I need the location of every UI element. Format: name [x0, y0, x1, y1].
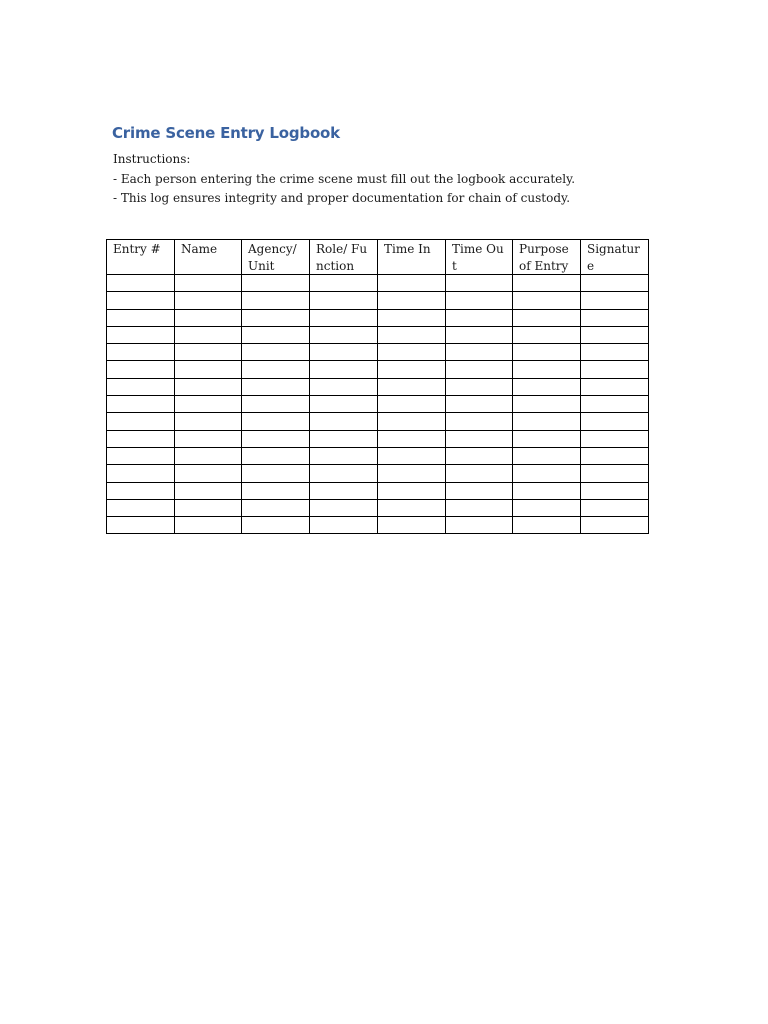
- table-row: [107, 361, 649, 378]
- cell-role-function: [310, 378, 378, 395]
- cell-time-out: [446, 396, 513, 413]
- cell-name: [175, 517, 242, 534]
- cell-agency-unit: [242, 275, 310, 292]
- cell-agency-unit: [242, 482, 310, 499]
- cell-role-function: [310, 413, 378, 430]
- cell-role-function: [310, 447, 378, 464]
- cell-entry-number: [107, 292, 175, 309]
- cell-agency-unit: [242, 344, 310, 361]
- cell-signature: [581, 465, 649, 482]
- table-row: [107, 482, 649, 499]
- cell-purpose: [513, 326, 581, 343]
- cell-purpose: [513, 465, 581, 482]
- cell-time-in: [378, 344, 446, 361]
- cell-agency-unit: [242, 292, 310, 309]
- cell-role-function: [310, 482, 378, 499]
- cell-signature: [581, 292, 649, 309]
- cell-time-in: [378, 430, 446, 447]
- cell-signature: [581, 430, 649, 447]
- instructions-heading: Instructions:: [113, 152, 191, 166]
- cell-name: [175, 378, 242, 395]
- cell-time-in: [378, 275, 446, 292]
- instruction-item: - This log ensures integrity and proper documentation for chain of custody.: [113, 191, 571, 205]
- cell-time-out: [446, 413, 513, 430]
- cell-entry-number: [107, 344, 175, 361]
- cell-name: [175, 361, 242, 378]
- cell-time-out: [446, 344, 513, 361]
- cell-agency-unit: [242, 517, 310, 534]
- entry-log-table: [106, 239, 649, 534]
- cell-role-function: [310, 517, 378, 534]
- cell-signature: [581, 396, 649, 413]
- cell-time-in: [378, 378, 446, 395]
- cell-agency-unit: [242, 430, 310, 447]
- cell-time-out: [446, 447, 513, 464]
- cell-purpose: [513, 275, 581, 292]
- cell-purpose: [513, 517, 581, 534]
- cell-agency-unit: [242, 361, 310, 378]
- cell-entry-number: [107, 430, 175, 447]
- table-row: [107, 275, 649, 292]
- cell-name: [175, 499, 242, 516]
- cell-agency-unit: [242, 378, 310, 395]
- cell-purpose: [513, 361, 581, 378]
- cell-time-out: [446, 326, 513, 343]
- column-header-entry-number: Entry #: [107, 240, 175, 275]
- cell-signature: [581, 309, 649, 326]
- cell-role-function: [310, 430, 378, 447]
- cell-time-out: [446, 361, 513, 378]
- cell-time-in: [378, 361, 446, 378]
- table-row: [107, 309, 649, 326]
- cell-entry-number: [107, 482, 175, 499]
- cell-signature: [581, 447, 649, 464]
- table-row: [107, 326, 649, 343]
- table-row: [107, 413, 649, 430]
- cell-name: [175, 482, 242, 499]
- cell-signature: [581, 344, 649, 361]
- cell-role-function: [310, 275, 378, 292]
- table-row: [107, 499, 649, 516]
- table-row: [107, 447, 649, 464]
- table-row: [107, 292, 649, 309]
- cell-role-function: [310, 396, 378, 413]
- column-header-time-out: Time Out: [446, 240, 513, 275]
- cell-signature: [581, 326, 649, 343]
- cell-signature: [581, 517, 649, 534]
- cell-agency-unit: [242, 499, 310, 516]
- table-row: [107, 430, 649, 447]
- cell-role-function: [310, 292, 378, 309]
- table-body: [107, 275, 649, 534]
- cell-name: [175, 326, 242, 343]
- cell-entry-number: [107, 447, 175, 464]
- cell-purpose: [513, 309, 581, 326]
- cell-entry-number: [107, 326, 175, 343]
- cell-role-function: [310, 344, 378, 361]
- cell-time-out: [446, 430, 513, 447]
- page-title: Crime Scene Entry Logbook: [112, 124, 340, 142]
- cell-signature: [581, 499, 649, 516]
- cell-time-in: [378, 517, 446, 534]
- cell-agency-unit: [242, 413, 310, 430]
- table-header-row: [107, 240, 649, 275]
- cell-purpose: [513, 430, 581, 447]
- cell-entry-number: [107, 499, 175, 516]
- cell-agency-unit: [242, 396, 310, 413]
- cell-purpose: [513, 499, 581, 516]
- column-header-signature: Signature: [581, 240, 649, 275]
- cell-purpose: [513, 396, 581, 413]
- cell-signature: [581, 378, 649, 395]
- table-row: [107, 378, 649, 395]
- cell-time-in: [378, 309, 446, 326]
- cell-entry-number: [107, 396, 175, 413]
- table-row: [107, 396, 649, 413]
- cell-entry-number: [107, 378, 175, 395]
- cell-signature: [581, 361, 649, 378]
- cell-name: [175, 413, 242, 430]
- cell-name: [175, 309, 242, 326]
- cell-signature: [581, 413, 649, 430]
- cell-agency-unit: [242, 309, 310, 326]
- cell-time-out: [446, 275, 513, 292]
- cell-name: [175, 275, 242, 292]
- cell-agency-unit: [242, 447, 310, 464]
- cell-purpose: [513, 482, 581, 499]
- cell-signature: [581, 275, 649, 292]
- cell-agency-unit: [242, 465, 310, 482]
- cell-role-function: [310, 309, 378, 326]
- cell-name: [175, 396, 242, 413]
- cell-time-in: [378, 292, 446, 309]
- table-row: [107, 344, 649, 361]
- cell-name: [175, 344, 242, 361]
- cell-time-out: [446, 465, 513, 482]
- cell-purpose: [513, 292, 581, 309]
- cell-entry-number: [107, 465, 175, 482]
- cell-role-function: [310, 465, 378, 482]
- column-header-time-in: Time In: [378, 240, 446, 275]
- table-row: [107, 465, 649, 482]
- column-header-name: Name: [175, 240, 242, 275]
- cell-time-in: [378, 326, 446, 343]
- cell-agency-unit: [242, 326, 310, 343]
- cell-time-in: [378, 396, 446, 413]
- instruction-item: - Each person entering the crime scene must fill out the logbook accurately.: [113, 171, 576, 186]
- cell-entry-number: [107, 517, 175, 534]
- cell-entry-number: [107, 275, 175, 292]
- cell-name: [175, 447, 242, 464]
- cell-time-in: [378, 465, 446, 482]
- cell-entry-number: [107, 413, 175, 430]
- cell-time-out: [446, 378, 513, 395]
- cell-time-out: [446, 482, 513, 499]
- cell-entry-number: [107, 361, 175, 378]
- cell-purpose: [513, 378, 581, 395]
- column-header-agency-unit: Agency/ Unit: [242, 240, 310, 275]
- cell-time-in: [378, 482, 446, 499]
- cell-signature: [581, 482, 649, 499]
- cell-time-out: [446, 499, 513, 516]
- cell-time-in: [378, 413, 446, 430]
- cell-time-in: [378, 447, 446, 464]
- cell-time-out: [446, 517, 513, 534]
- cell-role-function: [310, 361, 378, 378]
- cell-role-function: [310, 326, 378, 343]
- table-row: [107, 517, 649, 534]
- cell-time-in: [378, 499, 446, 516]
- instructions-block: [113, 150, 575, 209]
- cell-name: [175, 430, 242, 447]
- cell-purpose: [513, 344, 581, 361]
- column-header-purpose: Purpose of Entry: [513, 240, 581, 275]
- column-header-role-function: Role/ Function: [310, 240, 378, 275]
- cell-entry-number: [107, 309, 175, 326]
- cell-time-out: [446, 309, 513, 326]
- cell-purpose: [513, 413, 581, 430]
- cell-purpose: [513, 447, 581, 464]
- cell-name: [175, 292, 242, 309]
- cell-name: [175, 465, 242, 482]
- cell-time-out: [446, 292, 513, 309]
- cell-role-function: [310, 499, 378, 516]
